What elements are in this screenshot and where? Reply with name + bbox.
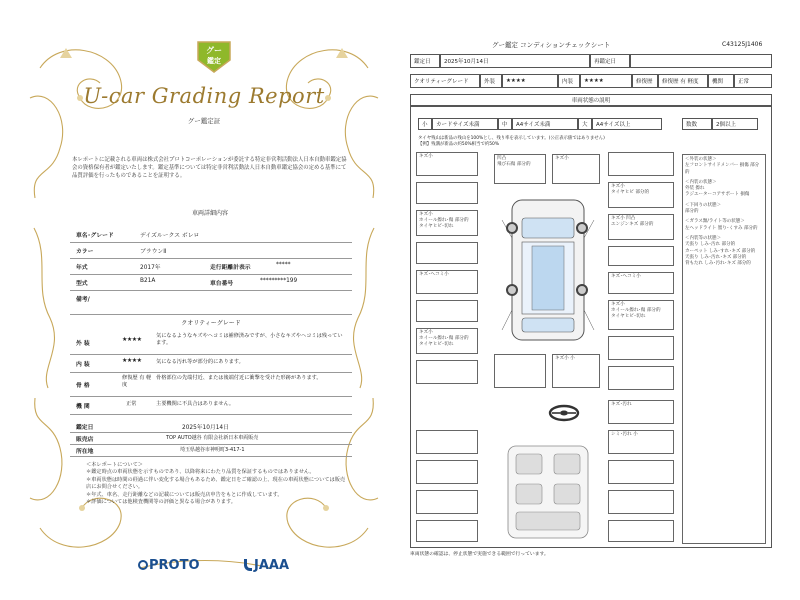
- engine-note: 主要機関に不具合はありません。: [156, 401, 235, 407]
- model-value: B21A: [140, 278, 156, 284]
- state-heading: 車両状態の説明: [410, 94, 772, 106]
- mileage-value: *****: [276, 262, 291, 268]
- color-row: [70, 242, 352, 259]
- state-note: ＜外装の状態＞: [685, 157, 717, 162]
- sheet-exterior-stars: ★★★★: [502, 74, 558, 88]
- proto-circle-icon: [138, 560, 148, 570]
- certificate-intro: 本レポートに記載される車両は株式会社プロトコーポレーションが委託する特定非営利活動法人日本自動車鑑定協会の資格保有者が鑑定いたします。鑑定基準については特定非営利活動法人日本自動車鑑定協会の定める基準にて品質評価を行ったものであることを証明する。: [72, 157, 347, 179]
- damage-box: [494, 354, 546, 388]
- steering-wheel-icon: [548, 404, 580, 422]
- appraisal-date-label: 鑑定日: [76, 425, 94, 431]
- jaaa-logo-icon: [244, 558, 289, 573]
- name-value: デイズルークス ボレロ: [140, 233, 200, 239]
- frame-status: 修復歴 有 軽度: [122, 375, 152, 388]
- proto-logo-text: PROTO: [149, 558, 200, 573]
- engine-label: 機 関: [76, 404, 90, 410]
- damage-box: [416, 520, 478, 542]
- badge-text-1: グー: [206, 46, 222, 55]
- model-label: 型式: [76, 281, 88, 287]
- frame-row: [70, 372, 352, 397]
- appraisal-date-value: 2025年10月14日: [182, 425, 229, 431]
- sheet-code: C43125J1406: [722, 41, 763, 48]
- exterior-label: 外 装: [76, 341, 90, 347]
- name-label: 車名･グレード: [76, 233, 114, 239]
- damage-box: キズ小 ホイール擦れ･傷 部分的 タイヤヒビ･切れ: [416, 210, 478, 236]
- engine-status: 正常: [126, 401, 137, 407]
- tire-note: [418, 136, 688, 148]
- damage-box: キズ･ヘコミ小: [416, 270, 478, 294]
- tire-note-line2: 【例】残溝が新品の約50%相当で約50%: [418, 142, 499, 147]
- damage-box: [416, 360, 478, 384]
- damage-box: キズ小: [416, 152, 478, 176]
- remark-item: ＊車両状態は時間の経過に伴い変化する場合もあるため、鑑定日をご確認の上、現在の車両状態については販売店にお問合せください。: [86, 476, 346, 491]
- state-note: 左フロントサイドメンバー 損傷 部分的: [685, 163, 760, 175]
- remark-item: ＊評価については他検査機関等の評価と異なる場合があります。: [86, 499, 236, 506]
- reappraisal-label: 再鑑定日: [590, 54, 630, 68]
- logo-area: [138, 558, 338, 578]
- damage-box: [608, 520, 674, 542]
- address-value: 埼玉県越谷市神明町3-417-1: [180, 447, 245, 453]
- year-value: 2017年: [140, 265, 161, 271]
- wheel-icon: [576, 222, 588, 234]
- frame-label: 骨 格: [76, 383, 90, 389]
- color-value: ブラウンII: [140, 249, 167, 255]
- wheel-icon: [506, 222, 518, 234]
- damage-box: シミ･汚れ 小: [608, 430, 674, 454]
- sheet-date-label: 鑑定日: [410, 54, 440, 68]
- state-note: 左ヘッドライト 曇り･くすみ 部分的: [685, 225, 758, 231]
- interior-stars: ★★★★: [122, 357, 142, 364]
- certificate-title: U-car Grading Report: [83, 84, 325, 108]
- damage-box: [416, 460, 478, 484]
- size-mid-desc: A4サイズ未満: [512, 118, 578, 130]
- damage-box: [608, 246, 674, 266]
- sheet-interior-label: 内装: [558, 74, 580, 88]
- damage-box: [416, 182, 478, 204]
- chassis-label: 車台番号: [210, 281, 234, 287]
- year-row: [70, 258, 352, 275]
- size-small-desc: カードサイズ未満: [432, 118, 498, 130]
- size-large-desc: A4サイズ以上: [592, 118, 662, 130]
- dealer-value: TOP AUTO越谷 有限会社新日本車両販売: [166, 435, 259, 441]
- state-notes-panel: [682, 154, 766, 544]
- sheet-footer: 車両状態の確認は、停止状態で実施できる範囲で行っています。: [410, 552, 549, 557]
- color-label: カラー: [76, 249, 94, 255]
- address-row: [70, 444, 352, 457]
- name-row: [70, 226, 352, 243]
- interior-row: [70, 354, 352, 373]
- damage-box: [608, 490, 674, 514]
- sheet-title: グー鑑定 コンディションチェックシート: [492, 41, 611, 49]
- state-note: 天張り しみ･汚れ 部分的: [685, 242, 736, 248]
- grading-certificate: [20, 28, 388, 580]
- state-note: 背もたれ しみ･汚れ･キズ 部分的: [685, 261, 751, 267]
- dealer-label: 販売店: [76, 437, 94, 443]
- size-large: 大: [578, 118, 592, 130]
- notes-label: 備考/: [76, 297, 90, 303]
- state-note: ラジエーターコアサポート 損傷: [685, 192, 750, 198]
- jaaa-logo-text: JAAA: [254, 558, 290, 573]
- size-small: 小: [418, 118, 432, 130]
- size-mid: 中: [498, 118, 512, 130]
- damage-box: [416, 430, 478, 454]
- year-label: 年式: [76, 265, 88, 271]
- car-diagram-icon: [498, 190, 598, 350]
- sheet-exterior-label: 外装: [480, 74, 502, 88]
- remark-item: ＊鑑定時点の車両状態を示すものであり、以降将来にわたり品質を保証するものではありません。: [86, 469, 315, 476]
- damage-box: キズ小 小: [552, 354, 600, 388]
- damage-box: キズ小 ホイール擦れ･傷 部分的 タイヤヒビ･切れ: [608, 300, 674, 330]
- remark-item: ＊年式、車名、走行距離などの記載については販売店申告をもとに作成しています。: [86, 491, 283, 498]
- proto-logo-icon: [138, 558, 200, 573]
- reappraisal-value: [630, 54, 772, 68]
- damage-box: [608, 460, 674, 484]
- address-label: 所在地: [76, 449, 94, 455]
- exterior-note: 気になるようなキズやヘコミは補修済みですが、小さなキズやヘコミは残っています。: [156, 333, 343, 346]
- interior-note: 気になる汚れ等が部分的にあります。: [156, 359, 244, 365]
- chassis-value: *********199: [260, 278, 298, 284]
- notes-row: [70, 290, 352, 315]
- interior-seat-diagram-icon: [498, 442, 598, 542]
- interior-label: 内 装: [76, 362, 90, 368]
- sheet-interior-stars: ★★★★: [580, 74, 632, 88]
- state-note: カーペット しみ･すれ･キズ 部分的: [685, 248, 756, 254]
- sheet-engine-value: 正常: [734, 74, 772, 88]
- jaaa-mark-icon: [244, 559, 252, 571]
- state-note: 部分的: [685, 209, 699, 215]
- count-label: 数数: [682, 118, 712, 130]
- damage-box: キズ小 凹凸 エンジンキズ 部分的: [608, 214, 674, 240]
- certificate-subtitle: グー鑑定証: [187, 117, 221, 125]
- frame-note: 骨格部位の先端付近、または後端付近に衝撃を受けた形跡があります。: [156, 375, 322, 381]
- goo-badge-icon: [194, 38, 234, 74]
- wheel-icon: [576, 284, 588, 296]
- count-value: 2個以上: [712, 118, 758, 130]
- damage-box: [608, 336, 674, 360]
- damage-box: キズ小 タイヤヒビ 部分的: [608, 182, 674, 208]
- damage-box: キズ･汚れ: [608, 400, 674, 424]
- damage-box: キズ小 ホイール擦れ･傷 部分的 タイヤヒビ･切れ: [416, 328, 478, 354]
- state-note: ＜ガラス類/ライト等の状態＞: [685, 219, 745, 225]
- damage-box: [416, 242, 478, 264]
- badge-text-2: 鑑定: [207, 57, 221, 65]
- damage-box: キズ･ヘコミ小: [608, 272, 674, 294]
- sheet-repair-label: 修復歴: [632, 74, 658, 88]
- remarks-title: ＜本レポートについて＞: [86, 462, 143, 468]
- mileage-label: 走行距離計表示: [210, 265, 251, 271]
- state-note: 外装 擦れ: [685, 186, 705, 192]
- quality-heading: クオリティーグレード: [181, 320, 241, 327]
- damage-box: キズ小: [552, 154, 600, 184]
- exterior-stars: ★★★★: [122, 336, 142, 343]
- tire-note-line1: タイヤ残山は新品の残山を100%とし、残り率を表示しています。(公正表示値ではありません): [418, 136, 605, 141]
- sheet-repair-value: 修復歴 有 軽度: [658, 74, 708, 88]
- model-row: [70, 274, 352, 291]
- state-note: ＜内装の状態＞: [685, 179, 717, 185]
- sheet-engine-label: 機関: [708, 74, 734, 88]
- sheet-date-value: 2025年10月14日: [440, 54, 590, 68]
- wheel-icon: [506, 284, 518, 296]
- condition-check-sheet: [402, 30, 782, 560]
- state-note: ＜内装等の状態＞: [685, 235, 721, 241]
- damage-box: [416, 490, 478, 514]
- remarks-section: [86, 462, 348, 506]
- damage-box: [608, 366, 674, 390]
- quality-label: クオリティーグレード: [410, 74, 480, 88]
- detail-heading: 車両詳細内容: [191, 210, 228, 217]
- damage-box: [608, 152, 674, 176]
- state-note: 天張り しみ･汚れ･キズ 部分的: [685, 254, 747, 260]
- damage-box: 凹凸 飛び石傷 部分的: [494, 154, 546, 184]
- damage-box: [416, 300, 478, 322]
- engine-row: [70, 396, 352, 415]
- exterior-row: [70, 330, 352, 355]
- state-note: ＜下回りの状態＞: [685, 202, 721, 208]
